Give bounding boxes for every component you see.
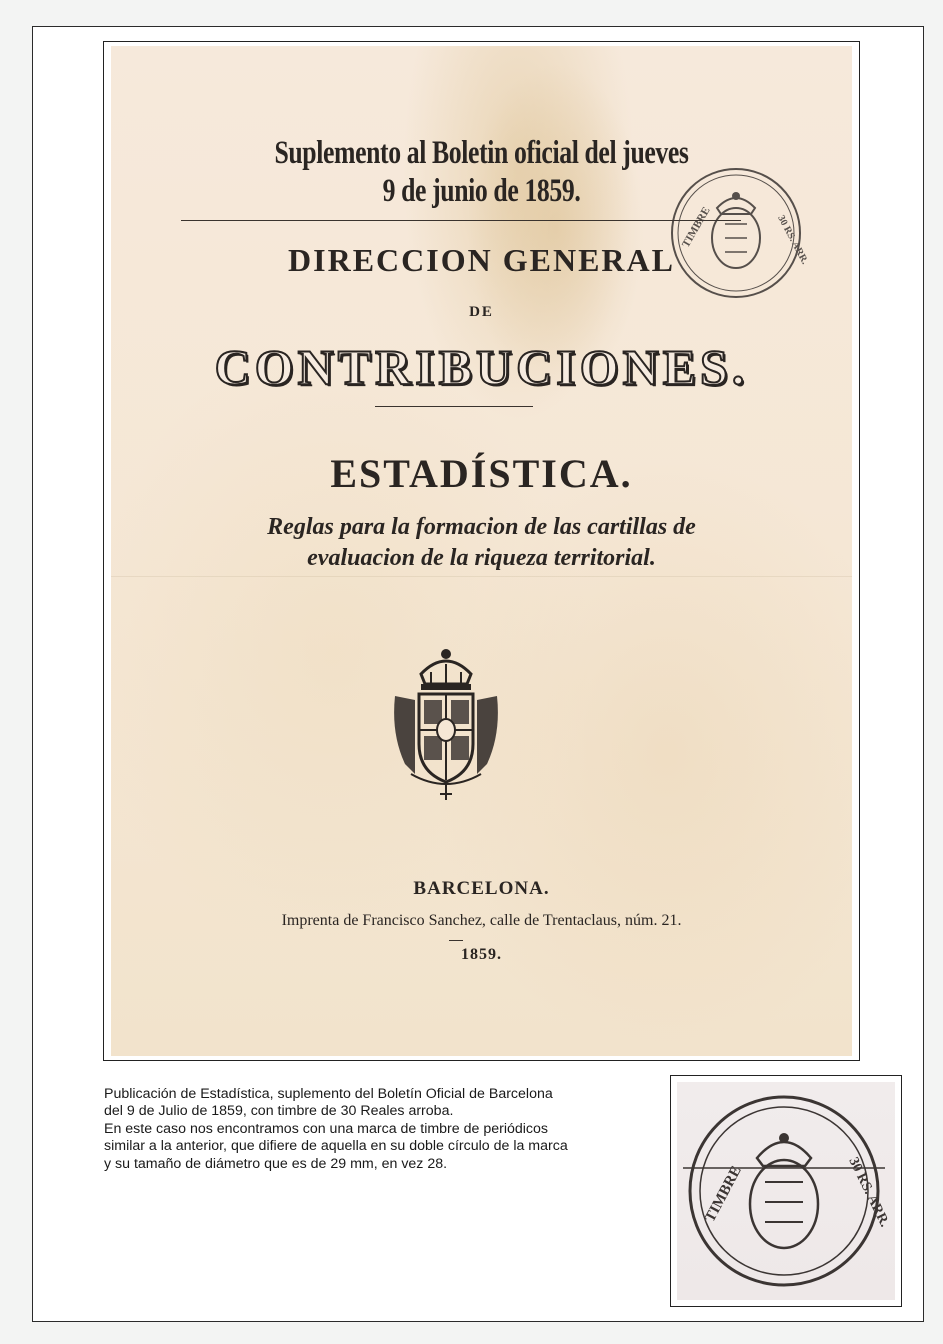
agency-name: CONTRIBUCIONES. bbox=[214, 339, 749, 395]
headline-rule bbox=[181, 220, 741, 221]
subtitle-line-2: evaluacion de la riqueza territorial. bbox=[307, 545, 656, 571]
fold-line bbox=[111, 576, 852, 577]
stamp-detail-word-right: 30 RS. ARR. bbox=[845, 1155, 892, 1230]
imprint-printer: Imprenta de Francisco Sanchez, calle de Trentaclaus, núm. 21. bbox=[281, 912, 682, 929]
imprint-city: BARCELONA. bbox=[413, 878, 550, 899]
document-paper bbox=[111, 46, 852, 1056]
document-subtitle bbox=[111, 512, 852, 574]
agency-rule bbox=[375, 406, 533, 407]
section-title: ESTADÍSTICA. bbox=[330, 451, 633, 496]
caption-line-5: y su tamaño de diámetro que es de 29 mm, en vez 28. bbox=[104, 1155, 448, 1172]
stamp-word-left: TIMBRE bbox=[679, 205, 713, 250]
agency-title: DIRECCION GENERAL bbox=[288, 242, 675, 278]
document-scan-frame bbox=[103, 41, 860, 1061]
headline-line-1: Suplemento al Boletin oficial del jueves bbox=[274, 135, 689, 171]
agency-connector: DE bbox=[469, 304, 494, 320]
subtitle-line-1: Reglas para la formacion de las cartillas de bbox=[267, 514, 696, 540]
imprint-year: 1859. bbox=[461, 946, 502, 963]
stamp-detail-icon bbox=[679, 1086, 892, 1296]
caption-line-3: En este caso nos encontramos con una marca de timbre de periódicos bbox=[104, 1120, 548, 1137]
imprint-rule bbox=[449, 940, 463, 941]
stamp-detail-word-left: TIMBRE bbox=[702, 1163, 745, 1225]
newspaper-stamp-mark bbox=[667, 164, 811, 302]
caption-line-1: Publicación de Estadística, suplemento del Boletín Oficial de Barcelona bbox=[104, 1086, 553, 1102]
caption-line-2: del 9 de Julio de 1859, con timbre de 30 Reales arroba. bbox=[104, 1103, 454, 1120]
description-caption bbox=[104, 1086, 644, 1173]
headline-line-2: 9 de junio de 1859. bbox=[382, 173, 581, 209]
stamp-detail-frame bbox=[670, 1075, 902, 1307]
caption-line-4: similar a la anterior, que difiere de aquella en su doble círculo de la marca bbox=[104, 1138, 568, 1155]
stamp-word-right: 30 RS. ARR. bbox=[775, 213, 811, 267]
coat-of-arms-icon bbox=[391, 644, 501, 804]
